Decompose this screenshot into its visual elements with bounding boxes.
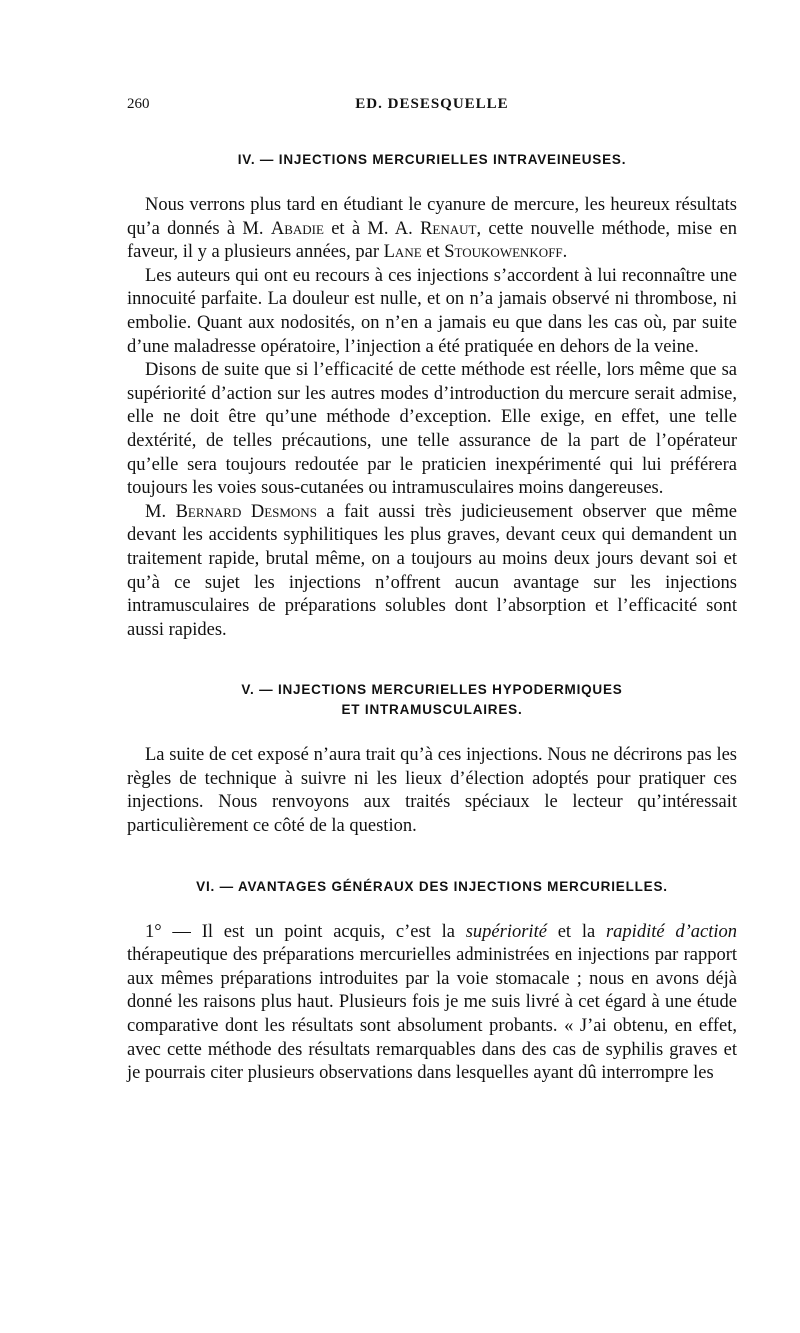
section-v-heading	[127, 680, 737, 720]
text-run: M.	[145, 501, 176, 522]
author-name: Stoukowenkoff	[444, 242, 563, 263]
text-run: et	[421, 242, 445, 263]
page-body	[127, 150, 737, 1086]
page-number: 260	[127, 96, 150, 112]
emphasis: supériorité	[465, 921, 547, 942]
text-run: , cette nouvelle méthode, mise en faveur, il y a plusieurs années, par	[127, 218, 737, 263]
author-name: Abadie	[270, 218, 324, 239]
text-run: et la	[546, 921, 606, 942]
section-iv-paragraph-3: Disons de suite que si l’efficacité de cette méthode est réelle, lors même que sa supériorité d’action sur les autres modes d’introduction du mercure serait admise, elle ne doit être qu’une méthode d’exception. Elle exige, en effet, une telle dextérité, de telles précautions, une telle assurance de la part de l’opérateur qu’elle sera toujours redoutée par le praticien inexpérimenté qui lui préférera toujours les voies sous-cutanées ou intramusculaires moins dangereuses.	[127, 360, 737, 499]
text-run: .	[562, 242, 568, 263]
text-run: Nous verrons plus tard en étudiant le cyanure de mercure, les heureux résultats qu’a donnés à M.	[127, 195, 737, 239]
text-run: et à M. A.	[323, 218, 421, 239]
emphasis: rapidité d’action	[605, 921, 737, 942]
section-v-title-line-1: V. — INJECTIONS MERCURIELLES HYPODERMIQUES	[241, 682, 623, 698]
author-name: Renaut	[420, 218, 477, 239]
section-iv-paragraph-4	[127, 501, 737, 643]
author-name: Lane	[383, 242, 422, 263]
running-head: ED. DESESQUELLE	[355, 96, 509, 112]
author-name: Bernard Desmons	[175, 501, 317, 522]
section-iv-heading	[127, 150, 737, 170]
text-run: thérapeutique des préparations mercurielles administrées en injections par rapport aux mêmes préparations introduites par la voie stomacale ; nous en avons déjà donné les raisons plus haut. Plusieurs fois je me suis livré à cet égard à une étude comparative dont les résultats sont absolument probants. « J’ai obtenu, en effet, avec cette méthode des résultats remarquables dans des cas de syphilis graves et je pourrais citer plusieurs observations dans lesquelles ayant dû interrompre les	[127, 945, 737, 1084]
section-vi-title: VI. — AVANTAGES GÉNÉRAUX DES INJECTIONS MERCURIELLES.	[196, 878, 668, 894]
section-vi-paragraph-1	[127, 921, 737, 1086]
text-run: a fait aussi très judicieusement observer que même devant les accidents syphilitiques les plus graves, devant ceux qui demandent un traitement rapide, brutal même, on a toujours au moins deux jours devant soi et qu’à ce sujet les injections n’offrent aucun avantage sur les injections intramusculaires de préparations solubles dont l’absorption et l’efficacité sont aussi rapides.	[127, 501, 737, 640]
section-iv-paragraph-1	[127, 194, 737, 265]
page-header	[127, 96, 737, 118]
section-v-paragraph-1: La suite de cet exposé n’aura trait qu’à ces injections. Nous ne décrirons pas les règles de technique à suivre ni les lieux d’élection adoptés pour pratiquer ces injections. Nous renvoyons aux traités spéciaux le lecteur qu’intéressait particulièrement ce côté de la question.	[127, 745, 737, 837]
section-v-title-line-2: ET INTRAMUSCULAIRES.	[341, 702, 523, 718]
section-vi-heading	[127, 877, 737, 897]
section-iv-title: IV. — INJECTIONS MERCURIELLES INTRAVEINEUSES.	[237, 152, 627, 167]
text-run: 1° — Il est un point acquis, c’est la	[145, 921, 466, 942]
section-iv-paragraph-2: Les auteurs qui ont eu recours à ces injections s’accordent à lui reconnaître une innocuité parfaite. La douleur est nulle, et on n’a jamais observé ni thrombose, ni embolie. Quant aux nodosités, on n’en a jamais eu que dans les cas où, par suite d’une maladresse opératoire, l’injection a été pratiquée en dehors de la veine.	[127, 265, 737, 357]
